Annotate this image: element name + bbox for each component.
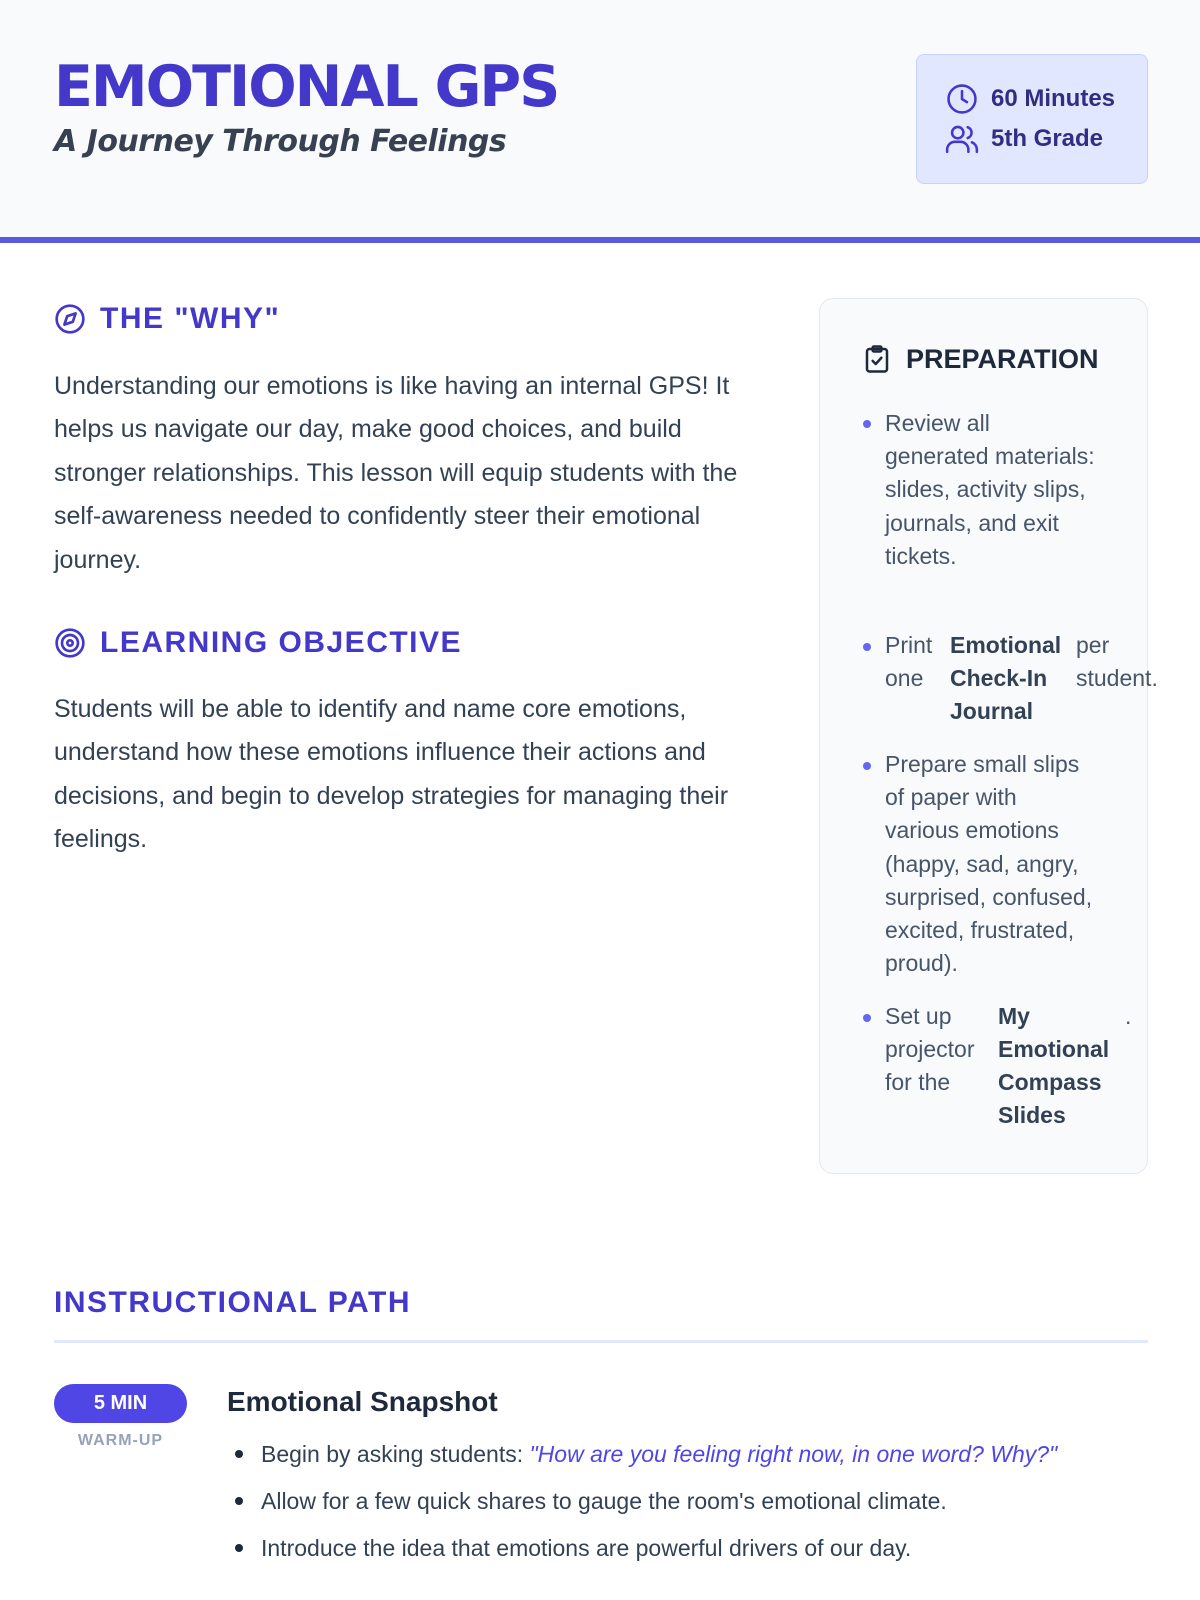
objective-heading [54, 626, 462, 660]
grade-row [945, 122, 1103, 156]
slides-name: Compass [998, 1069, 1102, 1095]
prep-item-2-text: one [885, 665, 924, 691]
why-heading-label: THE "WHY" [100, 302, 281, 335]
clipboard-check-icon [862, 343, 892, 375]
journal-name: Check-In [950, 665, 1048, 691]
compass-icon [54, 303, 86, 335]
prep-item-4-text: projector [885, 1036, 975, 1062]
step-bullet [261, 1438, 1057, 1470]
page-subtitle: A Journey Through Feelings [54, 124, 507, 159]
step-bullet: Introduce the idea that emotions are powerful drivers of our day. [261, 1535, 912, 1561]
step-title: Emotional Snapshot [227, 1386, 498, 1417]
bullet-icon [863, 762, 871, 770]
preparation-heading-label: PREPARATION [906, 343, 1099, 374]
duration-label: 60 Minutes [991, 85, 1116, 112]
why-heading [54, 302, 280, 336]
journal-name: Emotional [950, 632, 1062, 658]
prep-item-4-text: for the [885, 1069, 951, 1095]
bullet-icon [863, 420, 871, 428]
bullet-icon [863, 643, 871, 651]
duration-badge: 5 MIN [54, 1384, 187, 1423]
bullet-icon [235, 1544, 243, 1552]
section-divider [54, 1340, 1148, 1343]
phase-label: WARM-UP [77, 1432, 164, 1449]
target-icon [54, 627, 86, 659]
preparation-card [819, 298, 1158, 1174]
clock-icon [945, 82, 979, 116]
duration-row [945, 82, 1115, 116]
step-bullet: Allow for a few quick shares to gauge the room's emotional climate. [261, 1488, 947, 1514]
lesson-header [0, 0, 1200, 243]
prep-item-4-text: Set up [885, 1003, 952, 1029]
prep-item-2-text: per [1076, 632, 1110, 658]
prep-item-2-text: student. [1076, 665, 1158, 691]
prep-item-4-text: . [1125, 1003, 1132, 1029]
bullet-icon [235, 1497, 243, 1505]
lesson-meta-box [916, 54, 1148, 184]
bullet-icon [235, 1450, 243, 1458]
instructional-path-heading: INSTRUCTIONAL PATH [54, 1286, 411, 1319]
prep-item-2-text: Print [885, 632, 933, 658]
step-bullet-quote: "How are you feeling right now, in one word? Why?" [529, 1441, 1058, 1467]
slides-name: My [998, 1003, 1030, 1029]
bullet-icon [863, 1014, 871, 1022]
slides-name: Emotional [998, 1036, 1110, 1062]
why-paragraph: Understanding our emotions is like having an internal GPS! It helps us navigate our day, make good choices, and build stronger relationships. This lesson will equip students with the self-awareness needed to confidently steer their emotional journey. [54, 372, 738, 574]
page-title: EMOTIONAL GPS [54, 54, 559, 120]
objective-heading-label: LEARNING OBJECTIVE [100, 626, 463, 659]
slides-name: Slides [998, 1102, 1066, 1128]
objective-paragraph: Students will be able to identify and name core emotions, understand how these emotions influence their actions and decisions, and begin to develop strategies for managing their feelings. [54, 695, 729, 854]
grade-label: 5th Grade [991, 125, 1104, 152]
prep-item-3: Prepare small slips of paper with various emotions (happy, sad, angry, surprised, confused, excited, frustrated, proud). [885, 751, 1093, 977]
users-icon [945, 122, 979, 156]
preparation-heading [862, 343, 1099, 375]
prep-item-1: Review all generated materials: slides, activity slips, journals, and exit tickets. [885, 410, 1095, 569]
step-bullet-text: Begin by asking students: [261, 1441, 524, 1467]
journal-name: Journal [950, 698, 1034, 724]
